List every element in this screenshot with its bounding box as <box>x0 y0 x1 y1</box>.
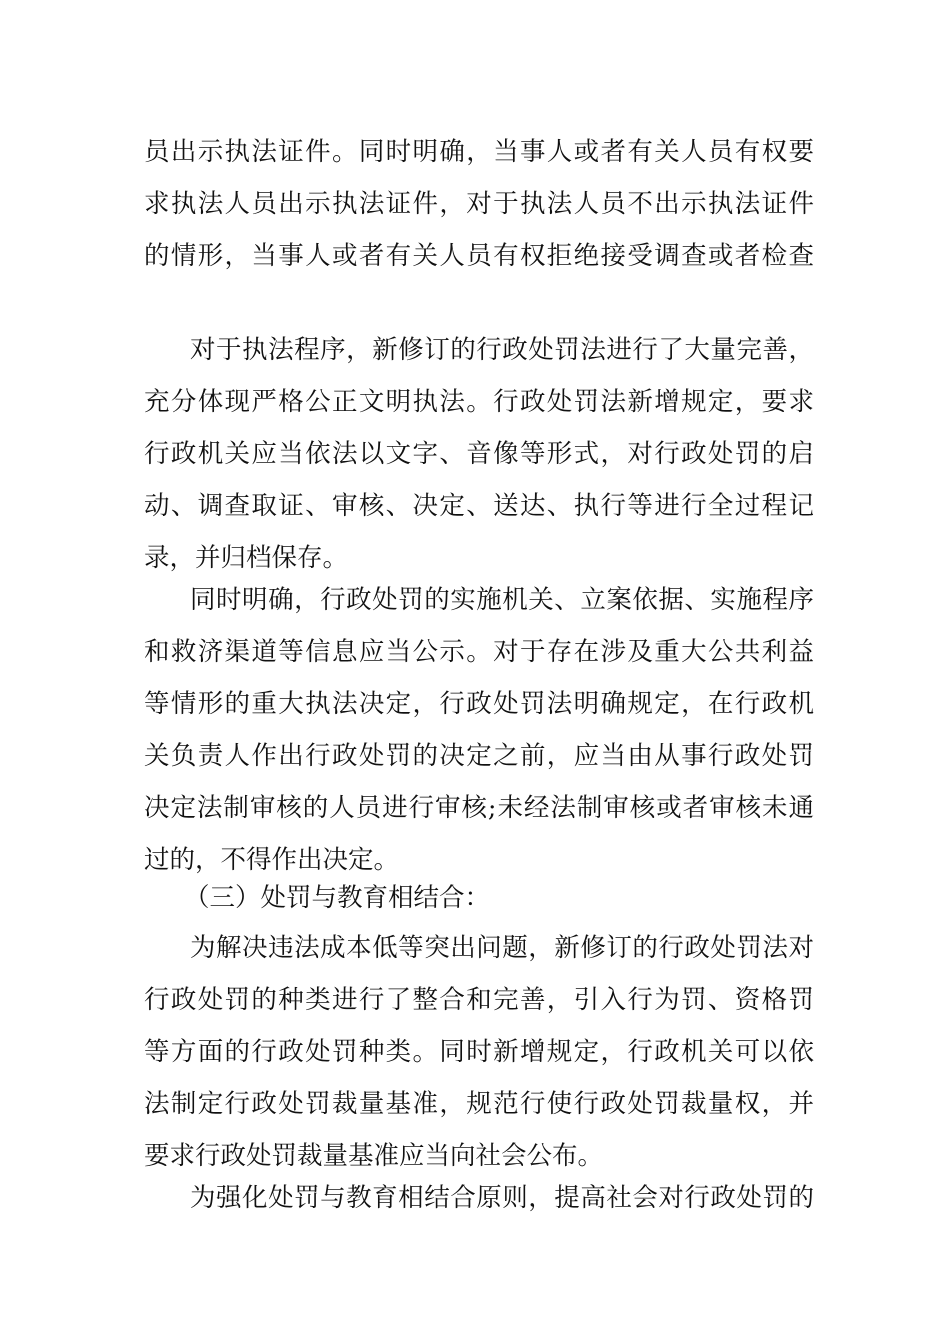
paragraph-line: 要求行政处罚裁量基准应当向社会公布。 <box>144 1141 604 1171</box>
paragraph-2 <box>144 324 814 584</box>
paragraph-4 <box>144 922 814 1182</box>
paragraph-line: 同时明确，行政处罚的实施机关、立案依据、实施程序 <box>190 585 814 615</box>
paragraph-line: 为强化处罚与教育相结合原则，提高社会对行政处罚的 <box>190 1183 814 1213</box>
paragraph-line: 关负责人作出行政处罚的决定之前，应当由从事行政处罚 <box>144 741 814 771</box>
paragraph-line: 录，并归档保存。 <box>144 543 349 573</box>
paragraph-line: 等方面的行政处罚种类。同时新增规定，行政机关可以依 <box>144 1037 814 1067</box>
paragraph-3 <box>144 574 814 886</box>
paragraph-line: 充分体现严格公正文明执法。行政处罚法新增规定，要求 <box>144 387 814 417</box>
paragraph-line: 员出示执法证件。同时明确，当事人或者有关人员有权要 <box>144 137 814 167</box>
paragraph-line: 等情形的重大执法决定，行政处罚法明确规定，在行政机 <box>144 689 814 719</box>
paragraph-1 <box>144 126 814 282</box>
paragraph-line: 过的，不得作出决定。 <box>144 845 400 875</box>
paragraph-line: 的情形，当事人或者有关人员有权拒绝接受调查或者检查 <box>144 241 814 271</box>
paragraph-line: 行政处罚的种类进行了整合和完善，引入行为罚、资格罚 <box>144 985 814 1015</box>
paragraph-line: 行政机关应当依法以文字、音像等形式，对行政处罚的启 <box>144 439 814 469</box>
section-heading: （三）处罚与教育相结合： <box>184 883 491 913</box>
paragraph-line: 法制定行政处罚裁量基准，规范行使行政处罚裁量权，并 <box>144 1089 814 1119</box>
paragraph-line: 决定法制审核的人员进行审核;未经法制审核或者审核未通 <box>144 793 814 823</box>
paragraph-5 <box>144 1172 814 1224</box>
paragraph-line: 求执法人员出示执法证件，对于执法人员不出示执法证件 <box>144 189 814 219</box>
paragraph-line: 和救济渠道等信息应当公示。对于存在涉及重大公共利益 <box>144 637 814 667</box>
paragraph-line: 对于执法程序，新修订的行政处罚法进行了大量完善， <box>190 335 814 365</box>
paragraph-line: 为解决违法成本低等突出问题，新修订的行政处罚法对 <box>190 933 814 963</box>
section-heading-block <box>144 872 814 924</box>
paragraph-line: 动、调查取证、审核、决定、送达、执行等进行全过程记 <box>144 491 814 521</box>
